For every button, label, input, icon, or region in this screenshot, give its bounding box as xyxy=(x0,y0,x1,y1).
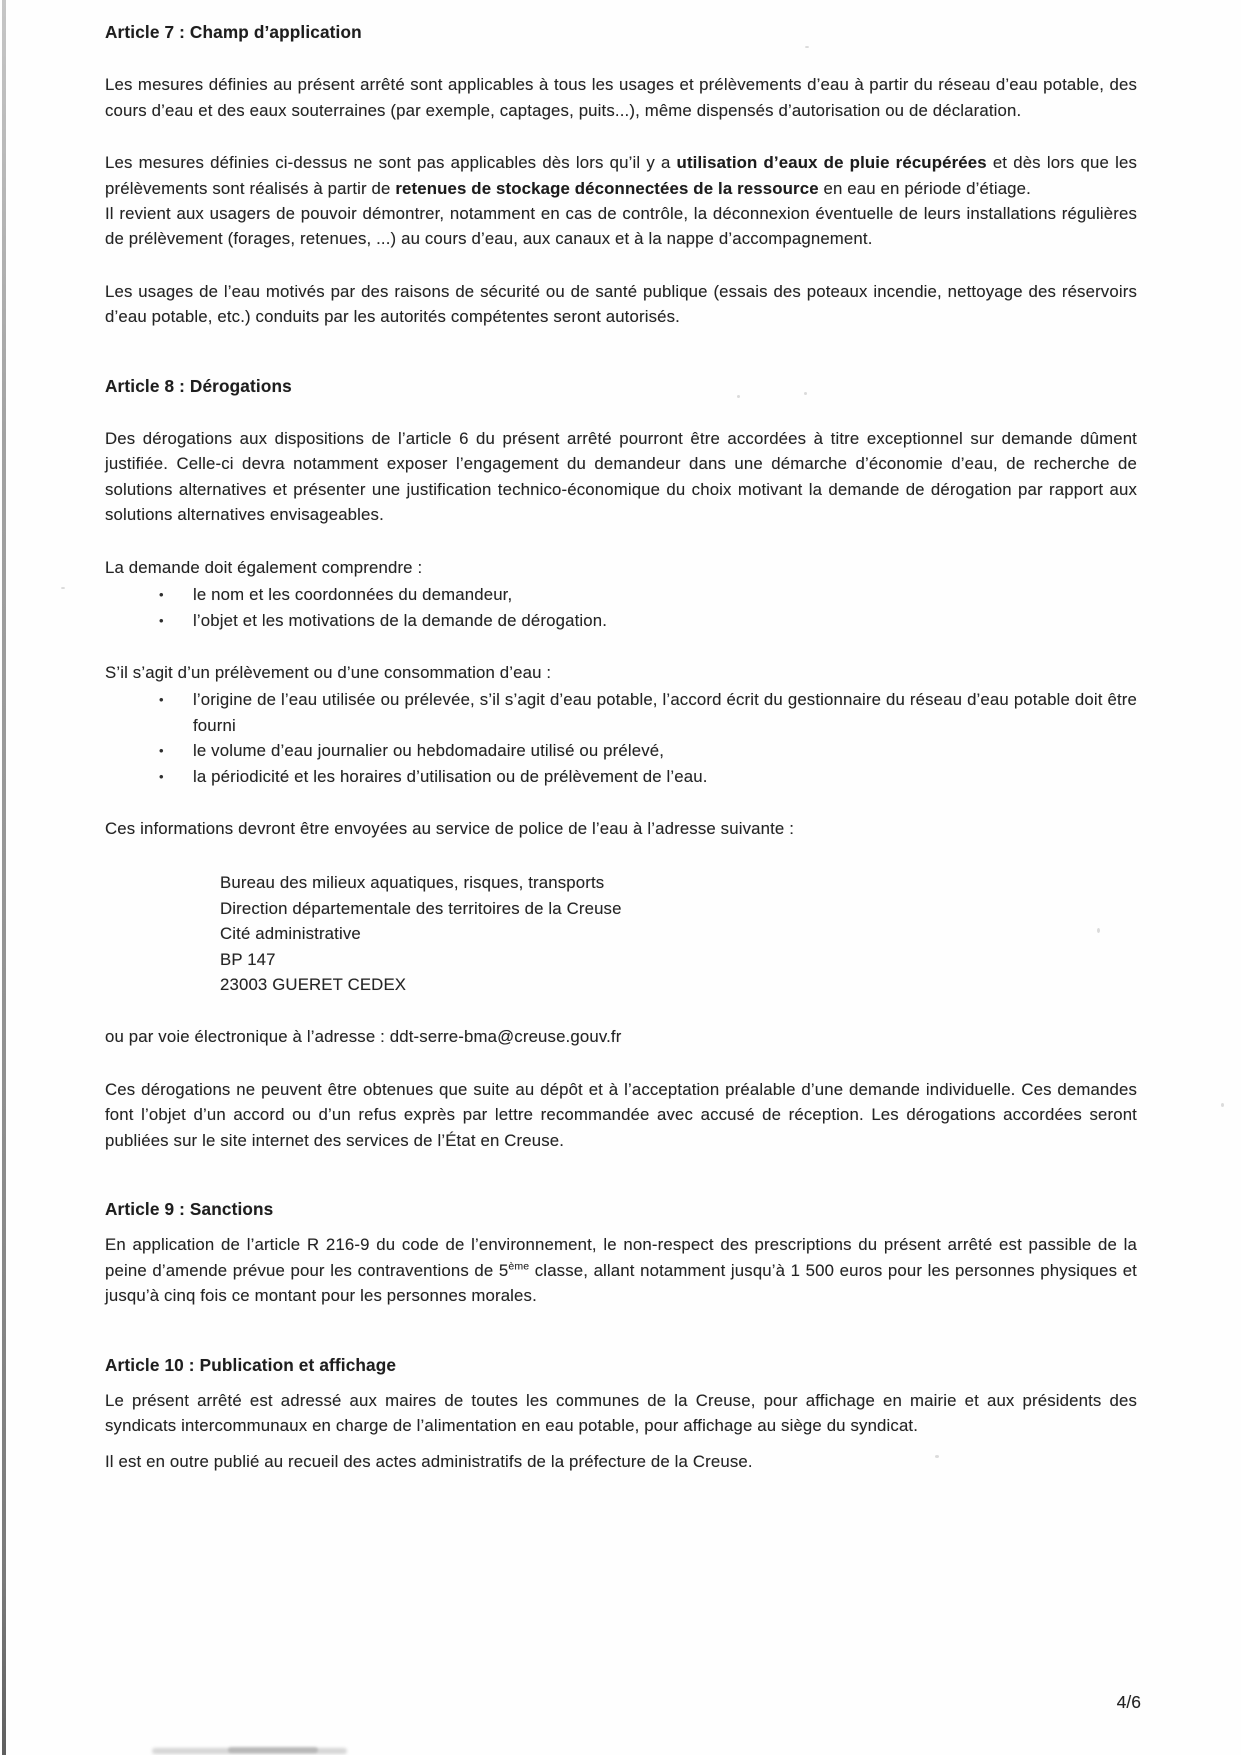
body-paragraph xyxy=(105,279,1137,330)
body-paragraph xyxy=(105,1024,1137,1049)
bullet-item: • le nom et les coordonnées du demandeur, xyxy=(193,582,1137,607)
body-paragraph xyxy=(105,660,1137,685)
text-run: Les mesures définies ci-dessus ne sont pas applicables dès lors qu’il y a xyxy=(105,153,677,173)
body-paragraph xyxy=(105,1077,1137,1153)
scan-speck xyxy=(1097,928,1100,933)
page-number: 4/6 xyxy=(1116,1692,1141,1712)
superscript: ème xyxy=(508,1260,530,1273)
text-run: Le présent arrêté est adressé aux maires de toutes les communes de la Creuse, pour affichage en mairie et aux présidents des syndicats intercommunaux en charge de l’alimentation en eau potable, pour affichage au siège du syndicat. xyxy=(105,1391,1137,1436)
bullet-item: • l’origine de l’eau utilisée ou prélevée, s’il s’agit d’eau potable, l’accord écrit du gestionnaire du réseau d’eau potable doit être fourni xyxy=(193,687,1137,738)
bullet-item: • le volume d’eau journalier ou hebdomadaire utilisé ou prélevé, xyxy=(193,738,1137,763)
body-paragraph xyxy=(105,816,1137,841)
text-run: Ces informations devront être envoyées au service de police de l’eau à l’adresse suivante : xyxy=(105,818,795,838)
scan-speck xyxy=(737,395,740,398)
bullet-item: • la périodicité et les horaires d’utilisation ou de prélèvement de l’eau. xyxy=(193,764,1137,789)
address-block xyxy=(220,870,1137,997)
body-paragraph xyxy=(105,150,1137,201)
text-run: Les mesures définies au présent arrêté sont applicables à tous les usages et prélèvements d’eau à partir du réseau d’eau potable, des cours d’eau et des eaux souterraines (par exemple, captages, puits...), même dispensés d’autorisation ou de déclaration. xyxy=(105,75,1137,120)
text-run: en eau en période d’étiage. xyxy=(818,178,1031,198)
scan-speck xyxy=(1221,1103,1224,1107)
scan-edge-artifact xyxy=(2,0,6,1755)
body-paragraph xyxy=(105,201,1137,252)
address-line: BP 147 xyxy=(220,949,276,969)
scan-speck xyxy=(61,587,65,589)
text-run: Il est en outre publié au recueil des actes administratifs de la préfecture de la Creuse. xyxy=(105,1451,753,1471)
text-run: S’il s’agit d’un prélèvement ou d’une consommation d’eau : xyxy=(105,662,552,682)
text-run: ou par voie électronique à l’adresse : ddt-serre-bma@creuse.gouv.fr xyxy=(105,1027,622,1047)
address-line: Direction départementale des territoires de la Creuse xyxy=(220,898,622,918)
scan-smudge-artifact xyxy=(228,1747,318,1753)
article-8-heading: Article 8 : Dérogations xyxy=(105,375,292,396)
scan-speck xyxy=(935,1455,939,1458)
bullet-list xyxy=(105,687,1137,789)
address-line: 23003 GUERET CEDEX xyxy=(220,974,407,994)
body-paragraph xyxy=(105,1232,1137,1308)
text-run: Ces dérogations ne peuvent être obtenues que suite au dépôt et à l’acceptation préalable d’une demande individuelle. Ces demandes font l’objet d’un accord ou d’un refus exprès par lettre recommandée avec accusé de réception. Les dérogations accordées seront publiées sur le site internet des services de l’État en Creuse. xyxy=(105,1079,1137,1150)
body-paragraph xyxy=(105,1388,1137,1439)
text-run: Des dérogations aux dispositions de l’article 6 du présent arrêté pourront être accordées à titre exceptionnel sur demande dûment justifiée. Celle-ci devra notamment exposer l’engagement du demandeur dans une démarche d’économie d’eau, de recherche de solutions alternatives et présenter une justification technico-économique du choix motivant la demande de dérogation par rapport aux solutions alternatives envisageables. xyxy=(105,429,1137,525)
document-content xyxy=(105,20,1137,1474)
bold-emphasis: utilisation d’eaux de pluie récupérées xyxy=(676,153,987,173)
scan-speck xyxy=(805,46,809,48)
body-paragraph xyxy=(105,1449,1137,1474)
address-line: Cité administrative xyxy=(220,924,361,944)
text-run: classe, allant notamment jusqu’à 1 500 euros pour les personnes physiques et jusqu’à cinq fois ce montant pour les personnes morales. xyxy=(105,1260,1137,1306)
bold-emphasis: retenues de stockage déconnectées de la ressource xyxy=(395,178,819,198)
text-run: La demande doit également comprendre : xyxy=(105,557,423,577)
scan-speck xyxy=(916,1112,919,1118)
text-run: Les usages de l’eau motivés par des raisons de sécurité ou de santé publique (essais des poteaux incendie, nettoyage des réservoirs d’eau potable, etc.) conduits par les autorités compétentes seront autorisés. xyxy=(105,281,1137,327)
address-line: Bureau des milieux aquatiques, risques, transports xyxy=(220,873,605,893)
text-run: En application de l’article R 216-9 du code de l’environnement, le non-respect des prescriptions du présent arrêté est passible de la peine d’amende prévue pour les contraventions de 5 xyxy=(105,1235,1137,1280)
scan-speck xyxy=(804,392,807,395)
text-run: et dès lors que les prélèvements sont réalisés à partir de xyxy=(105,153,1137,198)
body-paragraph xyxy=(105,72,1137,123)
body-paragraph xyxy=(105,426,1137,528)
article-9-heading: Article 9 : Sanctions xyxy=(105,1199,274,1219)
article-10-heading: Article 10 : Publication et affichage xyxy=(105,1354,397,1375)
article-7-heading: Article 7 : Champ d’application xyxy=(105,22,362,42)
text-run: Il revient aux usagers de pouvoir démontrer, notamment en cas de contrôle, la déconnexion éventuelle de leurs installations régulières de prélèvement (forages, retenues, ...) au cours d’eau, aux canaux et à la nappe d’accompagnement. xyxy=(105,204,1137,249)
bullet-item: • l’objet et les motivations de la demande de dérogation. xyxy=(193,608,1137,633)
bullet-list xyxy=(105,582,1137,633)
body-paragraph xyxy=(105,555,1137,580)
